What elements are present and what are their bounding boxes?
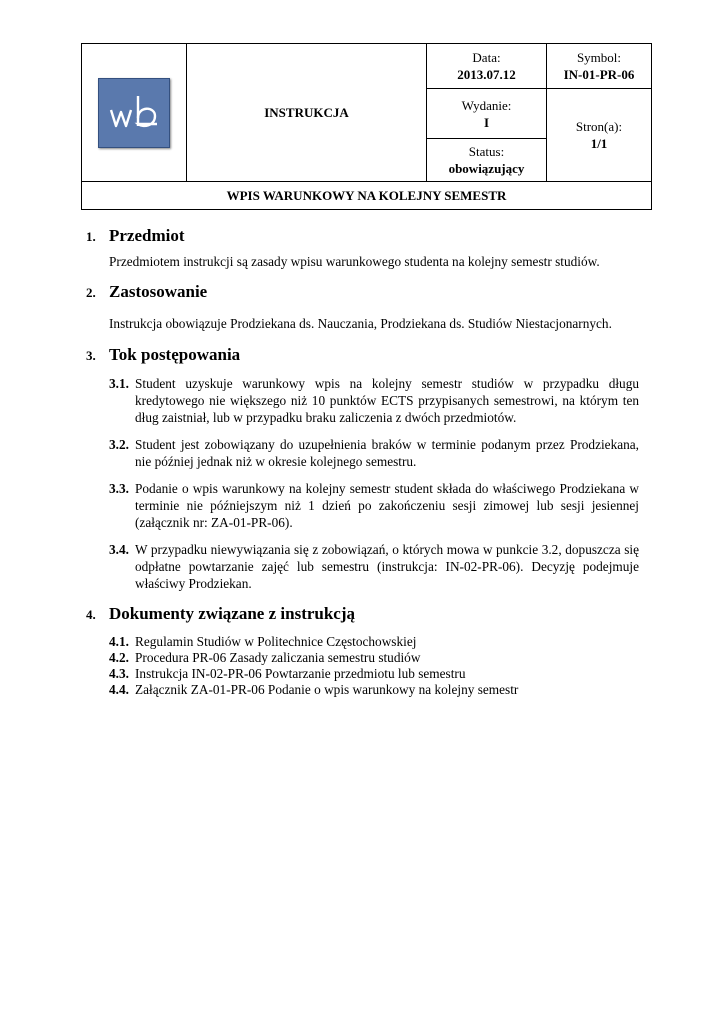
pages-value: 1/1: [590, 136, 608, 151]
symbol-value: IN-01-PR-06: [563, 67, 635, 82]
section-number: 1.: [86, 229, 96, 244]
list-item: [109, 682, 639, 698]
item-number: 3.3.: [109, 481, 129, 496]
date-value: 2013.07.12: [457, 67, 516, 82]
list-item: [109, 666, 639, 682]
status-label: Status:: [468, 144, 505, 159]
section-heading: [86, 345, 639, 365]
item-text: Student jest zobowiązany do uzupełnienia braków w terminie podanym przez Prodziekana, nie później jednak niż w okresie kolejnego semestru.: [135, 437, 639, 469]
item-number: 3.2.: [109, 437, 129, 452]
logo-cell: [82, 44, 187, 182]
section-title: Dokumenty związane z instrukcją: [109, 604, 356, 623]
item-text: Załącznik ZA-01-PR-06 Podanie o wpis warunkowy na kolejny semestr: [135, 682, 519, 697]
section-text: Przedmiotem instrukcji są zasady wpisu warunkowego studenta na kolejny semestr studiów.: [109, 254, 600, 269]
document-body: [86, 226, 639, 698]
section-title: Tok postępowania: [109, 345, 241, 364]
section-heading: [86, 282, 639, 302]
symbol-label: Symbol:: [576, 50, 622, 65]
item-number: 4.3.: [109, 666, 129, 681]
item-text: Procedura PR-06 Zasady zaliczania semestru studiów: [135, 650, 421, 665]
list-item: [109, 650, 639, 666]
status-cell: [427, 139, 547, 182]
wb-logo-icon: [105, 88, 163, 138]
document-type: INSTRUKCJA: [187, 44, 427, 182]
section-number: 3.: [86, 348, 96, 363]
section-number: 2.: [86, 285, 96, 300]
list-item: [109, 541, 639, 592]
list-item: [109, 375, 639, 426]
edition-value: I: [483, 114, 490, 130]
list-item: [109, 480, 639, 531]
document-title: WPIS WARUNKOWY NA KOLEJNY SEMESTR: [82, 182, 652, 210]
item-number: 3.4.: [109, 542, 129, 557]
section-number: 4.: [86, 607, 96, 622]
document-header: [81, 43, 652, 210]
edition-cell: [427, 89, 547, 139]
list-item: [109, 634, 639, 650]
date-cell: [427, 44, 547, 89]
item-text: Instrukcja IN-02-PR-06 Powtarzanie przedmiotu lub semestru: [135, 666, 466, 681]
section-text: Instrukcja obowiązuje Prodziekana ds. Nauczania, Prodziekana ds. Studiów Niestacjonarnych.: [109, 316, 612, 331]
item-text: Podanie o wpis warunkowy na kolejny semestr student składa do właściwego Prodziekana w terminie nie późniejszym niż 1 dzień po zakończeniu sesji zimowej lub sesji jesiennej (załącznik nr: ZA-01-PR-06).: [135, 481, 639, 530]
item-text: Regulamin Studiów w Politechnice Częstochowskiej: [135, 634, 417, 649]
edition-label: Wydanie:: [461, 97, 512, 113]
pages-cell: [547, 89, 652, 182]
item-number: 4.2.: [109, 650, 129, 665]
pages-label: Stron(a):: [575, 119, 623, 134]
item-text: W przypadku niewywiązania się z zobowiązań, o których mowa w punkcie 3.2, dopuszcza się odpłatne powtarzanie zajęć lub semestru (instrukcja: IN-02-PR-06). Decyzję podejmuje właściwy Prodziekan.: [135, 542, 639, 591]
document-list: [109, 634, 639, 698]
item-number: 3.1.: [109, 376, 129, 391]
section-heading: [86, 226, 639, 246]
section-title: Przedmiot: [109, 226, 185, 245]
date-label: Data:: [472, 50, 501, 65]
item-number: 4.1.: [109, 634, 129, 649]
list-item: [109, 436, 639, 470]
item-text: Student uzyskuje warunkowy wpis na kolejny semestr studiów w przypadku długu kredytowego nie większego niż 10 punktów ECTS przypisanych semestrowi, na którym ten dług zaistniał, lub w przypadku braku zaliczenia z dwóch przedmiotów.: [135, 376, 639, 425]
item-number: 4.4.: [109, 682, 129, 697]
university-logo: [98, 78, 170, 148]
section-title: Zastosowanie: [109, 282, 208, 301]
section-heading: [86, 604, 639, 624]
symbol-cell: [547, 44, 652, 89]
status-value: obowiązujący: [448, 161, 525, 176]
